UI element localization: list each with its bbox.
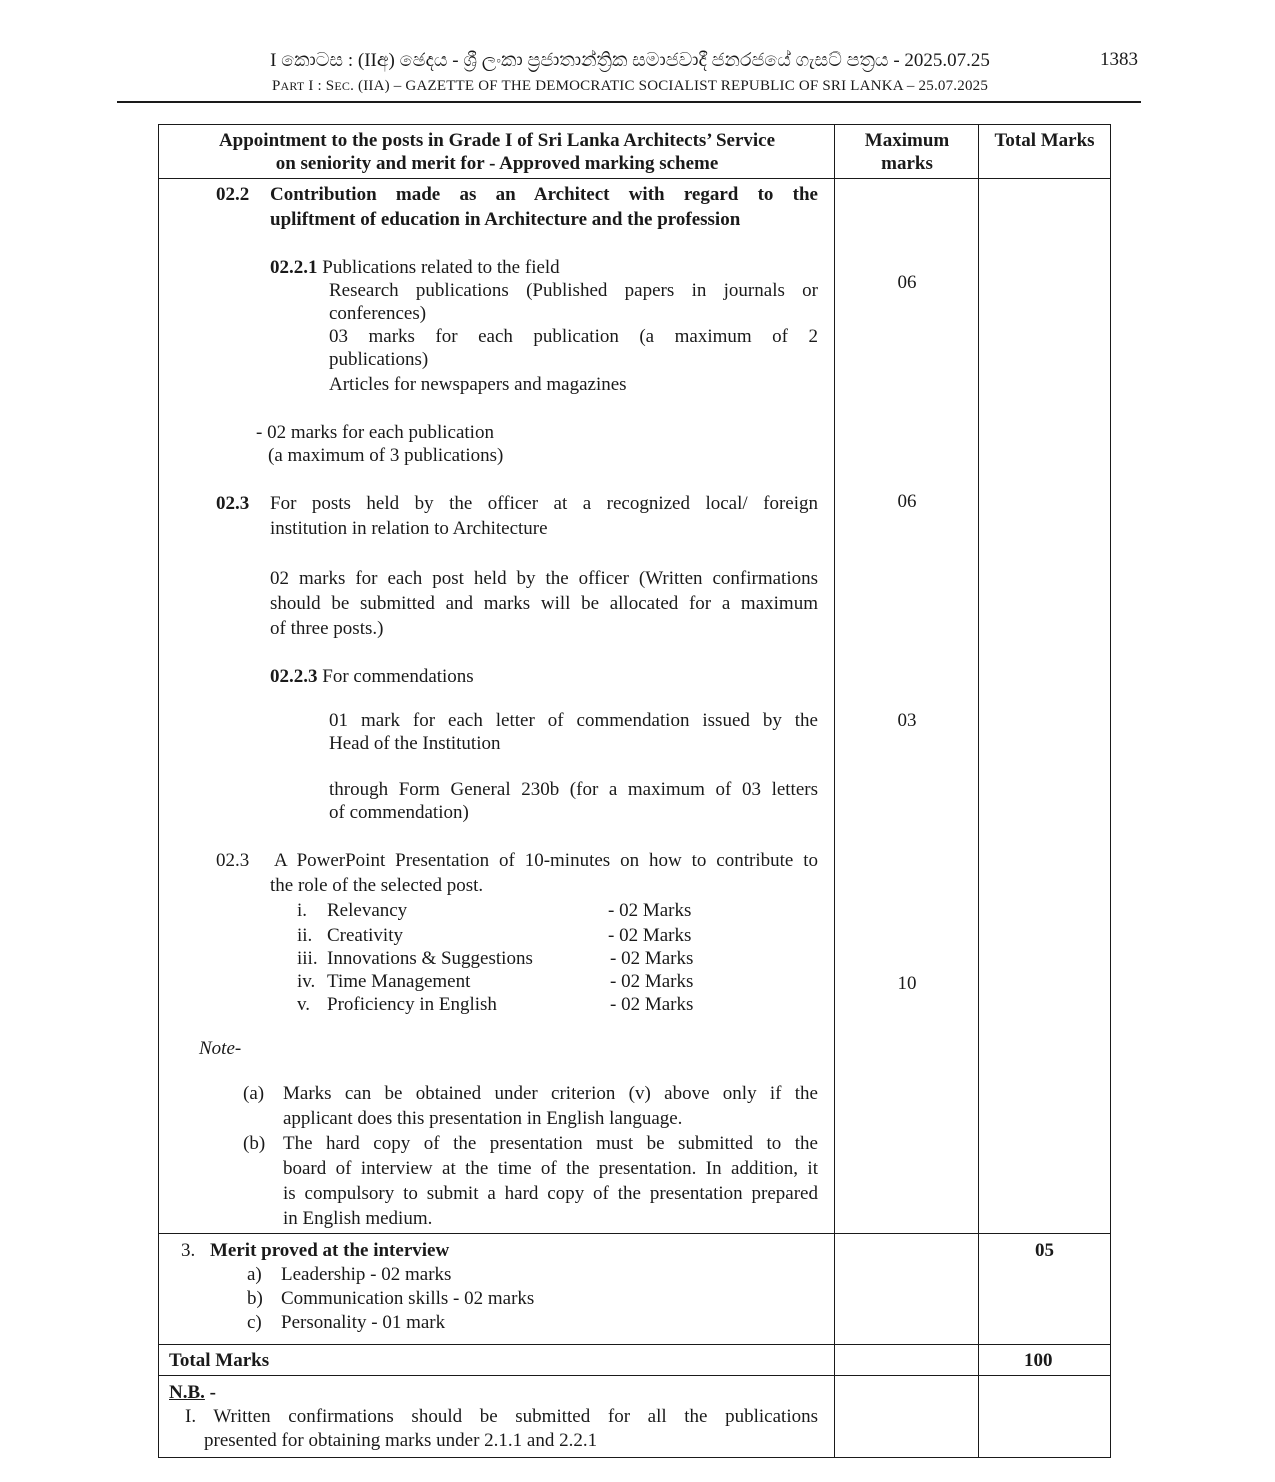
section-0221-heading: 02.2.1 Publications related to the field: [270, 257, 560, 278]
section-023a-line4: should be submitted and marks will be allocated for a maximum: [270, 593, 818, 614]
section-3-total: 05: [1035, 1240, 1054, 1261]
header-row-divider: [158, 178, 1111, 179]
col1-header-line2: on seniority and merit for - Approved marking scheme: [275, 153, 719, 174]
note-a-tag: (a): [243, 1083, 265, 1104]
section-023b-line1: A PowerPoint Presentation of 10-minutes on how to contribute to: [274, 850, 818, 871]
row-divider-section3: [158, 1233, 1111, 1234]
section-0221-line4: publications): [329, 349, 429, 370]
section-3-item-b-tag: b): [247, 1288, 263, 1309]
section-3-item-c-tag: c): [247, 1312, 262, 1333]
col2-header-line2: marks: [881, 153, 933, 174]
note-b-line3: is compulsory to submit a hard copy of the presentation prepared: [283, 1183, 818, 1204]
criterion-5-marks: - 02 Marks: [610, 994, 694, 1015]
column-divider-2: [978, 124, 979, 1457]
section-3-item-b: Communication skills - 02 marks: [281, 1288, 535, 1309]
note-a-line2: applicant does this presentation in English language.: [283, 1108, 683, 1129]
section-0223-heading: 02.2.3 For commendations: [270, 666, 474, 687]
max-marks-023a: 06: [897, 491, 917, 512]
note-b-tag: (b): [243, 1133, 266, 1154]
section-3-item-a: Leadership - 02 marks: [281, 1264, 452, 1285]
max-marks-0221: 06: [897, 272, 917, 293]
row-divider-total: [158, 1344, 1111, 1345]
section-3-item-c: Personality - 01 mark: [281, 1312, 446, 1333]
criterion-5-number: v.: [297, 994, 311, 1015]
column-divider-1: [834, 124, 835, 1457]
page-number: 1383: [1100, 49, 1138, 70]
note-label: Note-: [199, 1038, 242, 1059]
note-b-line2: board of interview at the time of the presentation. In addition, it: [283, 1158, 818, 1179]
section-023b-number: 02.3: [216, 850, 250, 871]
section-023a-line3: 02 marks for each post held by the officer (Written confirmations: [270, 568, 818, 589]
max-marks-023b: 10: [897, 973, 917, 994]
section-0223-line2: Head of the Institution: [329, 733, 501, 754]
header-rule: [117, 101, 1141, 103]
section-0223-line3: through Form General 230b (for a maximum of 03 letters: [329, 779, 818, 800]
nb-line2: presented for obtaining marks under 2.1.1 and 2.2.1: [204, 1430, 598, 1451]
nb-line1: I. Written confirmations should be submitted for all the publications: [185, 1406, 818, 1427]
nb-label: N.B. -: [169, 1382, 216, 1403]
criterion-1-label: Relevancy: [327, 900, 408, 921]
col2-header-line1: Maximum: [864, 130, 950, 151]
criterion-3-number: iii.: [297, 948, 318, 969]
section-0223-line4: of commendation): [329, 802, 469, 823]
section-0221-line7: (a maximum of 3 publications): [268, 445, 504, 466]
total-marks-value: 100: [1024, 1350, 1053, 1371]
criterion-2-number: ii.: [297, 925, 313, 946]
section-0221-line6: - 02 marks for each publication: [256, 422, 494, 443]
section-022-number: 02.2: [216, 184, 250, 205]
section-3-number: 3.: [181, 1240, 196, 1261]
criterion-3-label: Innovations & Suggestions: [327, 948, 533, 969]
criterion-4-marks: - 02 Marks: [610, 971, 694, 992]
total-marks-label: Total Marks: [169, 1350, 270, 1371]
criterion-1-number: i.: [297, 900, 308, 921]
section-0221-line2: conferences): [329, 303, 427, 324]
section-0223-line1: 01 mark for each letter of commendation issued by the: [329, 710, 818, 731]
section-022-title-line2: upliftment of education in Architecture and the profession: [270, 209, 741, 230]
section-3-item-a-tag: a): [247, 1264, 262, 1285]
col3-header: Total Marks: [994, 130, 1095, 151]
section-0221-line1: Research publications (Published papers in journals or: [329, 280, 818, 301]
criterion-3-marks: - 02 Marks: [610, 948, 694, 969]
row-divider-nb: [158, 1375, 1111, 1376]
criterion-4-number: iv.: [297, 971, 316, 992]
section-023a-line1: For posts held by the officer at a recognized local/ foreign: [270, 493, 818, 514]
section-023a-line5: of three posts.): [270, 618, 384, 639]
section-023b-line2: the role of the selected post.: [270, 875, 484, 896]
sinhala-header-line: I කොටස : (IIඅ) ඡෙදය - ශ්‍රී ලංකා ප්‍රජාතාන්ත්‍රික සමාජවාදී ජනරජයේ ගැසට් පත්‍රය - 2025.07.25: [270, 50, 990, 71]
criterion-1-marks: - 02 Marks: [608, 900, 692, 921]
section-023a-line2: institution in relation to Architecture: [270, 518, 548, 539]
english-header-line: PART I : SEC. (IIA) – GAZETTE OF THE DEMOCRATIC SOCIALIST REPUBLIC OF SRI LANKA – 25.07.2025: [271, 78, 989, 94]
section-0221-line3: 03 marks for each publication (a maximum of 2: [329, 326, 818, 347]
section-023a-number: 02.3: [216, 493, 250, 514]
section-3-title: Merit proved at the interview: [210, 1240, 450, 1261]
note-b-line4: in English medium.: [283, 1208, 433, 1229]
section-022-title-line1: Contribution made as an Architect with regard to the: [270, 184, 818, 205]
section-0221-line5: Articles for newspapers and magazines: [329, 374, 627, 395]
col1-header-line1: Appointment to the posts in Grade I of Sri Lanka Architects’ Service: [218, 130, 776, 151]
criterion-5-label: Proficiency in English: [327, 994, 497, 1015]
note-a-line1: Marks can be obtained under criterion (v) above only if the: [283, 1083, 818, 1104]
note-b-line1: The hard copy of the presentation must be submitted to the: [283, 1133, 818, 1154]
criterion-2-marks: - 02 Marks: [608, 925, 692, 946]
criterion-2-label: Creativity: [327, 925, 403, 946]
criterion-4-label: Time Management: [327, 971, 471, 992]
max-marks-0223: 03: [897, 710, 917, 731]
